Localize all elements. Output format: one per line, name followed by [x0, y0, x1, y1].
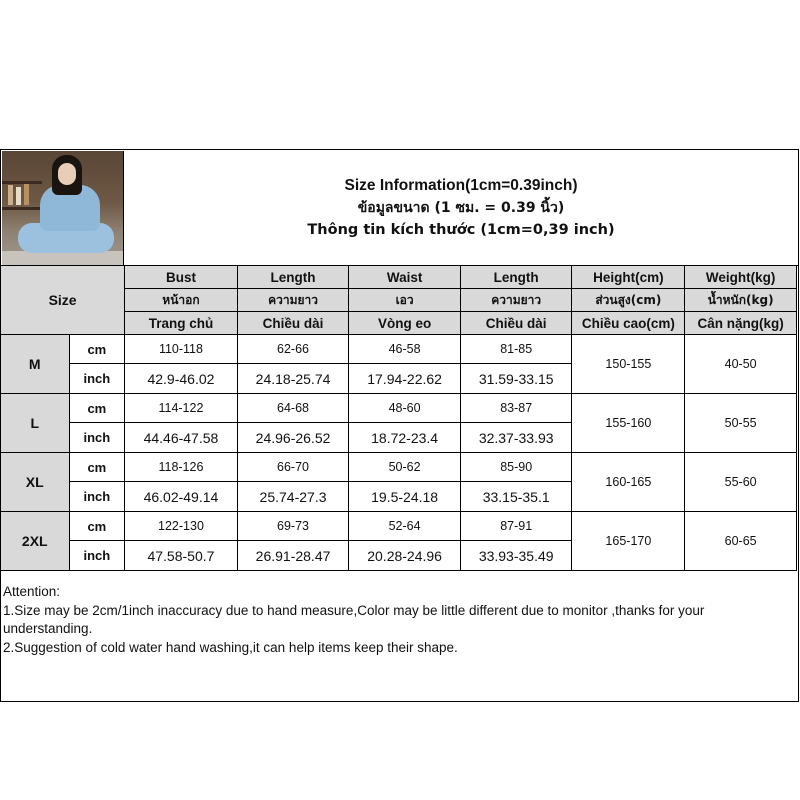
inch-value-cell: 26.91-28.47 — [237, 541, 349, 571]
cm-value-cell: 87-91 — [460, 512, 572, 541]
table-row — [1, 394, 797, 423]
size-info-title-th: ข้อมูลขนาด (1 ซม. = 0.39 นิ้ว) — [357, 200, 565, 216]
inch-value-cell: 24.18-25.74 — [237, 364, 349, 394]
cm-value-cell: 114-122 — [125, 394, 238, 423]
inch-value-cell: 42.9-46.02 — [125, 364, 238, 394]
unit-label-cm: cm — [69, 453, 125, 482]
size-information-header — [124, 151, 798, 266]
column-header-weight-vi: Cân nặng(kg) — [685, 312, 797, 335]
inch-value-cell: 18.72-23.4 — [349, 423, 461, 453]
cm-value-cell: 85-90 — [460, 453, 572, 482]
inch-value-cell: 25.74-27.3 — [237, 482, 349, 512]
unit-label-inch: inch — [69, 482, 125, 512]
unit-label-cm: cm — [69, 394, 125, 423]
table-row — [1, 335, 797, 364]
size-label: M — [1, 335, 70, 394]
inch-value-cell: 46.02-49.14 — [125, 482, 238, 512]
height-cell: 160-165 — [572, 453, 685, 512]
photo-face — [58, 163, 76, 185]
size-chart-sheet — [0, 149, 799, 702]
inch-value-cell: 44.46-47.58 — [125, 423, 238, 453]
inch-value-cell: 47.58-50.7 — [125, 541, 238, 571]
column-header-height-th: ส่วนสูง(cm) — [572, 289, 685, 312]
cm-value-cell: 62-66 — [237, 335, 349, 364]
attention-note-1: 1.Size may be 2cm/1inch inaccuracy due to hand measure,Color may be little different due to monitor ,thanks for your understanding. — [3, 602, 705, 636]
inch-value-cell: 31.59-33.15 — [460, 364, 572, 394]
size-info-title-en: Size Information(1cm=0.39inch) — [344, 177, 578, 194]
unit-label-inch: inch — [69, 364, 125, 394]
size-table — [0, 265, 797, 571]
attention-heading: Attention: — [3, 584, 61, 599]
column-header-bust-th: หน้าอก — [125, 289, 238, 312]
inch-value-cell: 32.37-33.93 — [460, 423, 572, 453]
unit-label-cm: cm — [69, 512, 125, 541]
cm-value-cell: 69-73 — [237, 512, 349, 541]
cm-value-cell: 50-62 — [349, 453, 461, 482]
cm-value-cell: 52-64 — [349, 512, 461, 541]
product-photo — [2, 151, 124, 265]
cm-value-cell: 122-130 — [125, 512, 238, 541]
height-cell: 150-155 — [572, 335, 685, 394]
weight-cell: 60-65 — [685, 512, 797, 571]
column-header-waist-vi: Vòng eo — [349, 312, 461, 335]
column-header-height-vi: Chiều cao(cm) — [572, 312, 685, 335]
height-cell: 155-160 — [572, 394, 685, 453]
column-header-length-2-vi: Chiều dài — [460, 312, 572, 335]
column-header-length-vi: Chiều dài — [237, 312, 349, 335]
photo-shelf — [2, 181, 42, 184]
photo-book — [8, 185, 13, 205]
attention-notes — [3, 583, 793, 657]
column-header-weight: Weight(kg) — [685, 266, 797, 289]
weight-cell: 40-50 — [685, 335, 797, 394]
column-header-length-2-th: ความยาว — [460, 289, 572, 312]
table-row — [1, 453, 797, 482]
photo-shelf — [2, 207, 42, 210]
unit-label-inch: inch — [69, 541, 125, 571]
cm-value-cell: 46-58 — [349, 335, 461, 364]
cm-value-cell: 48-60 — [349, 394, 461, 423]
height-cell: 165-170 — [572, 512, 685, 571]
size-label: L — [1, 394, 70, 453]
column-header-length: Length — [237, 266, 349, 289]
table-row — [1, 512, 797, 541]
column-header-weight-th: น้ำหนัก(kg) — [685, 289, 797, 312]
column-header-bust-vi: Trang chủ — [125, 312, 238, 335]
cm-value-cell: 83-87 — [460, 394, 572, 423]
column-header-waist-th: เอว — [349, 289, 461, 312]
cm-value-cell: 110-118 — [125, 335, 238, 364]
inch-value-cell: 33.15-35.1 — [460, 482, 572, 512]
column-header-height: Height(cm) — [572, 266, 685, 289]
inch-value-cell: 20.28-24.96 — [349, 541, 461, 571]
size-label: 2XL — [1, 512, 70, 571]
size-info-title-vi: Thông tin kích thước (1cm=0,39 inch) — [307, 222, 615, 238]
column-header-waist: Waist — [349, 266, 461, 289]
photo-rug — [2, 251, 123, 265]
photo-book — [24, 184, 29, 205]
inch-value-cell: 17.94-22.62 — [349, 364, 461, 394]
inch-value-cell: 24.96-26.52 — [237, 423, 349, 453]
unit-label-cm: cm — [69, 335, 125, 364]
column-header-length-2: Length — [460, 266, 572, 289]
column-header-length-th: ความยาว — [237, 289, 349, 312]
cm-value-cell: 118-126 — [125, 453, 238, 482]
weight-cell: 55-60 — [685, 453, 797, 512]
column-header-bust: Bust — [125, 266, 238, 289]
inch-value-cell: 19.5-24.18 — [349, 482, 461, 512]
size-column-header: Size — [1, 266, 125, 335]
cm-value-cell: 64-68 — [237, 394, 349, 423]
cm-value-cell: 66-70 — [237, 453, 349, 482]
inch-value-cell: 33.93-35.49 — [460, 541, 572, 571]
unit-label-inch: inch — [69, 423, 125, 453]
photo-book — [16, 187, 21, 205]
header-row-en — [1, 266, 797, 289]
attention-note-2: 2.Suggestion of cold water hand washing,it can help items keep their shape. — [3, 639, 458, 655]
size-label: XL — [1, 453, 70, 512]
weight-cell: 50-55 — [685, 394, 797, 453]
cm-value-cell: 81-85 — [460, 335, 572, 364]
